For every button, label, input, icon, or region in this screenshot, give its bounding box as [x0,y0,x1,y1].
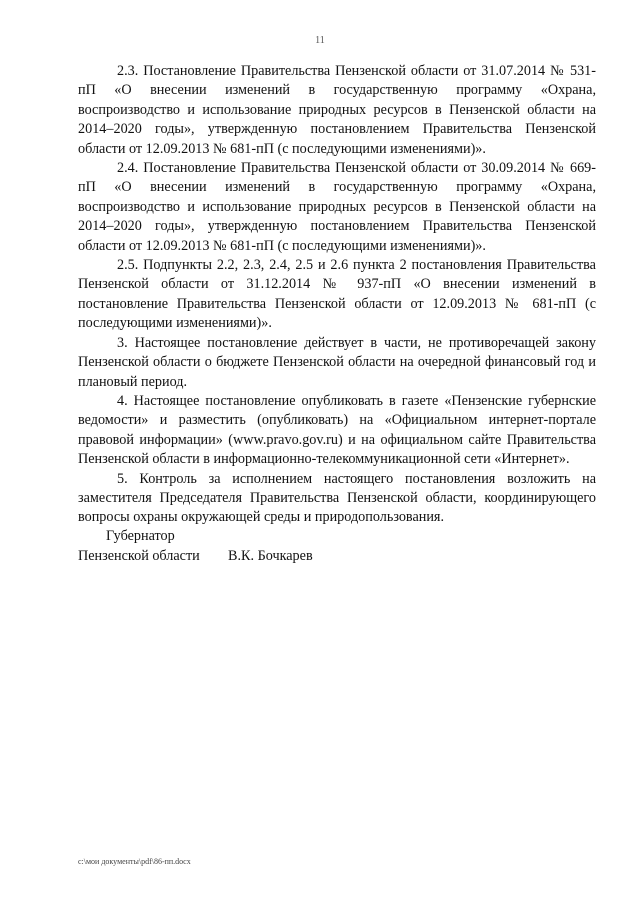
paragraph-2-5: 2.5. Подпункты 2.2, 2.3, 2.4, 2.5 и 2.6 пункта 2 постановления Правительства Пензенской области от 31.12.2014 № 937-пП «О внесении изменений в постановление Правительства Пензенской области от 12.09.2013 № 681-пП (с последующими изменениями)». [78,257,596,332]
signature-block [78,527,478,566]
footer-file-path: c:\мои документы\pdf\86-пп.docx [78,857,191,866]
paragraph-5: 5. Контроль за исполнением настоящего постановления возложить на заместителя Председателя Правительства Пензенской области, координирующего вопросы охраны окружающей среды и природопользования. [78,470,596,526]
signatory-name: В.К. Бочкарев [228,547,313,564]
signature-row [78,547,478,567]
paragraph-4: 4. Настоящее постановление опубликовать в газете «Пензенские губернские ведомости» и разместить (опубликовать) на «Официальном интернет-портале правовой информации» (www.pravo.gov.ru) и на официальном сайте Правительства Пензенской области в информационно-телекоммуникационной сети «Интернет». [78,392,596,468]
signatory-title: Губернатор [106,528,175,544]
signatory-region: Пензенской области [78,547,200,564]
page-number: 11 [315,35,325,46]
paragraph-3: 3. Настоящее постановление действует в части, не противоречащей закону Пензенской области о бюджете Пензенской области на очередной финансовый год и плановый период. [78,334,596,390]
paragraph-2-4: 2.4. Постановление Правительства Пензенской области от 30.09.2014 № 669-пП «О внесении изменений в государственную программу «Охрана, воспроизводство и использование природных ресурсов в Пензенской области на 2014–2020 годы», утвержденную постановлением Правительства Пензенской области от 12.09.2013 № 681-пП (с последующими изменениями)». [78,160,596,254]
paragraph-2-3: 2.3. Постановление Правительства Пензенской области от 31.07.2014 № 531-пП «О внесении изменений в государственную программу «Охрана, воспроизводство и использование природных ресурсов в Пензенской области на 2014–2020 годы», утвержденную постановлением Правительства Пензенской области от 12.09.2013 № 681-пП (с последующими изменениями)». [78,63,596,157]
document-body [78,62,596,528]
